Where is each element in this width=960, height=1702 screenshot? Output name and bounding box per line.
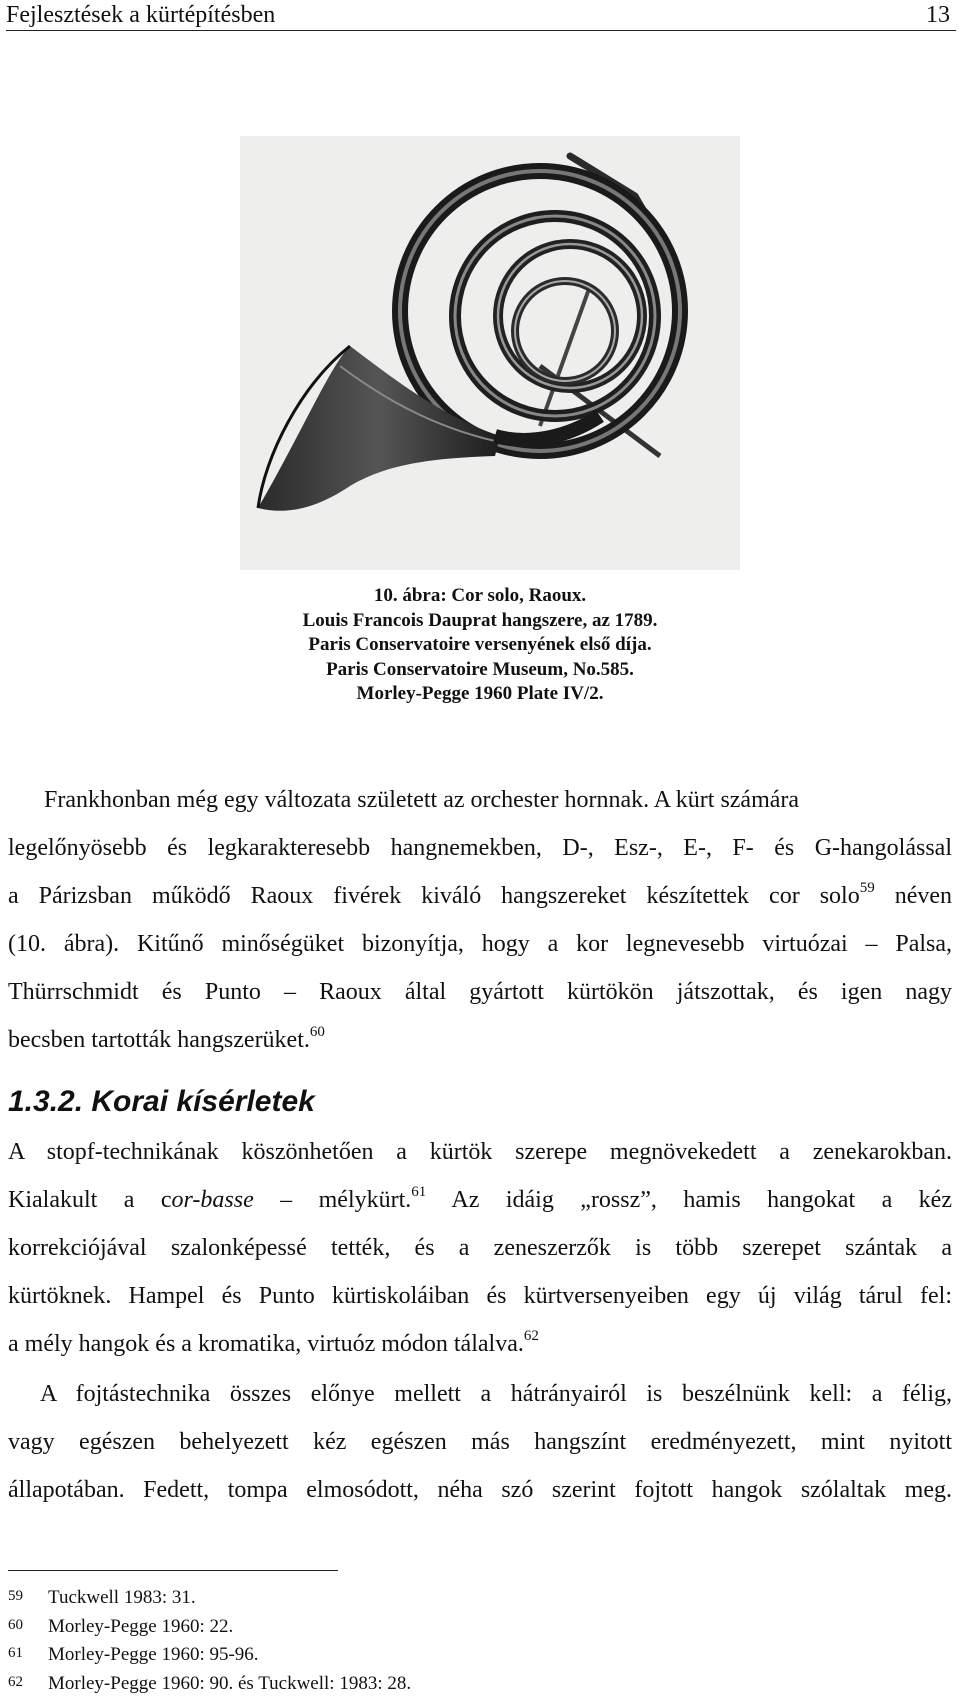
figure-caption bbox=[0, 584, 960, 707]
paragraph-line: állapotában. Fedett, tompa elmosódott, néha szó szerint fojtott hangok szólaltak meg. bbox=[8, 1477, 952, 1503]
footnote-divider bbox=[8, 1570, 338, 1571]
footnote bbox=[8, 1639, 411, 1668]
running-header bbox=[6, 0, 956, 31]
horn-photo bbox=[240, 136, 740, 570]
footnote-number: 61 bbox=[8, 1645, 23, 1661]
paragraph-line: Az idáig „rossz”, hamis hangokat a kéz bbox=[426, 1187, 952, 1213]
body-paragraph-3-cont bbox=[8, 1418, 952, 1514]
body-paragraph-1-cont bbox=[8, 824, 952, 1064]
italic-term: or-basse bbox=[171, 1187, 254, 1213]
body-paragraph-1 bbox=[44, 776, 952, 824]
paragraph-line: kürtöknek. Hampel és Punto kürtiskoláiban és kürtversenyeiben egy új világ tárul fel: bbox=[8, 1283, 952, 1309]
footnote-text: Tuckwell 1983: 31. bbox=[48, 1587, 196, 1608]
paragraph-line: becsben tartották hangszerüket. bbox=[8, 1027, 310, 1053]
caption-line: 10. ábra: Cor solo, Raoux. bbox=[373, 585, 587, 606]
paragraph-line: A fojtástechnika összes előnye mellett a hátrányairól is beszélnünk kell: a félig, bbox=[40, 1381, 952, 1407]
french-horn-icon bbox=[240, 136, 740, 570]
footnote bbox=[8, 1582, 411, 1611]
header-title: Fejlesztések a kürtépítésben bbox=[6, 2, 276, 28]
section-heading: 1.3.2. Korai kísérletek bbox=[8, 1085, 315, 1118]
body-paragraph-2 bbox=[8, 1128, 952, 1368]
footnotes bbox=[8, 1582, 411, 1696]
paragraph-line: A stopf-technikának köszönhetően a kürtök szerepe megnövekedett a zenekarokban. bbox=[8, 1139, 952, 1165]
paragraph-line: vagy egészen behelyezett kéz egészen más hangszínt eredményezett, mint nyitott bbox=[8, 1429, 952, 1455]
footnote-text: Morley-Pegge 1960: 22. bbox=[48, 1615, 234, 1637]
paragraph-line: – mélykürt. bbox=[253, 1187, 412, 1213]
caption-line: Paris Conservatoire versenyének első díja. bbox=[308, 634, 652, 655]
footnote bbox=[8, 1668, 411, 1697]
paragraph-line: néven bbox=[874, 883, 952, 909]
footnote-number: 62 bbox=[8, 1673, 23, 1690]
footnote-ref-59[interactable]: 59 bbox=[859, 880, 875, 896]
footnote bbox=[8, 1611, 411, 1640]
footnote-ref-60[interactable]: 60 bbox=[309, 1024, 325, 1040]
footnote-ref-61[interactable]: 61 bbox=[411, 1184, 427, 1200]
footnote-number: 60 bbox=[8, 1616, 23, 1633]
caption-line: Paris Conservatoire Museum, No.585. bbox=[326, 658, 634, 680]
paragraph-line: a Párizsban működő Raoux fivérek kiváló hangszereket készítettek cor solo bbox=[8, 883, 860, 909]
footnote-text: Morley-Pegge 1960: 95-96. bbox=[48, 1644, 259, 1665]
body-paragraph-3 bbox=[40, 1370, 952, 1418]
paragraph-line: Kialakult a c bbox=[8, 1187, 172, 1213]
footnote-ref-62[interactable]: 62 bbox=[523, 1328, 539, 1344]
page-number: 13 bbox=[926, 2, 950, 28]
paragraph-line: a mély hangok és a kromatika, virtuóz módon tálalva. bbox=[8, 1331, 524, 1357]
paragraph-line: korrekciójával szalonképessé tették, és a zeneszerzők is több szerepet szántak a bbox=[8, 1235, 952, 1261]
paragraph-line: Thürrschmidt és Punto – Raoux által gyártott kürtökön játszottak, és igen nagy bbox=[8, 979, 952, 1005]
footnote-number: 59 bbox=[8, 1588, 23, 1604]
caption-line: Louis Francois Dauprat hangszere, az 1789. bbox=[302, 609, 658, 631]
caption-line: Morley-Pegge 1960 Plate IV/2. bbox=[356, 683, 604, 704]
paragraph-line: Frankhonban még egy változata született az orchester hornnak. A kürt számára bbox=[44, 787, 800, 813]
footnote-text: Morley-Pegge 1960: 90. és Tuckwell: 1983: 28. bbox=[48, 1672, 412, 1694]
paragraph-line: legelőnyösebb és legkarakteresebb hangnemekben, D-, Esz-, E-, F- és G-hangolással bbox=[8, 835, 952, 861]
paragraph-line: (10. ábra). Kitűnő minőségüket bizonyítja, hogy a kor legnevesebb virtuózai – Palsa, bbox=[8, 931, 952, 957]
